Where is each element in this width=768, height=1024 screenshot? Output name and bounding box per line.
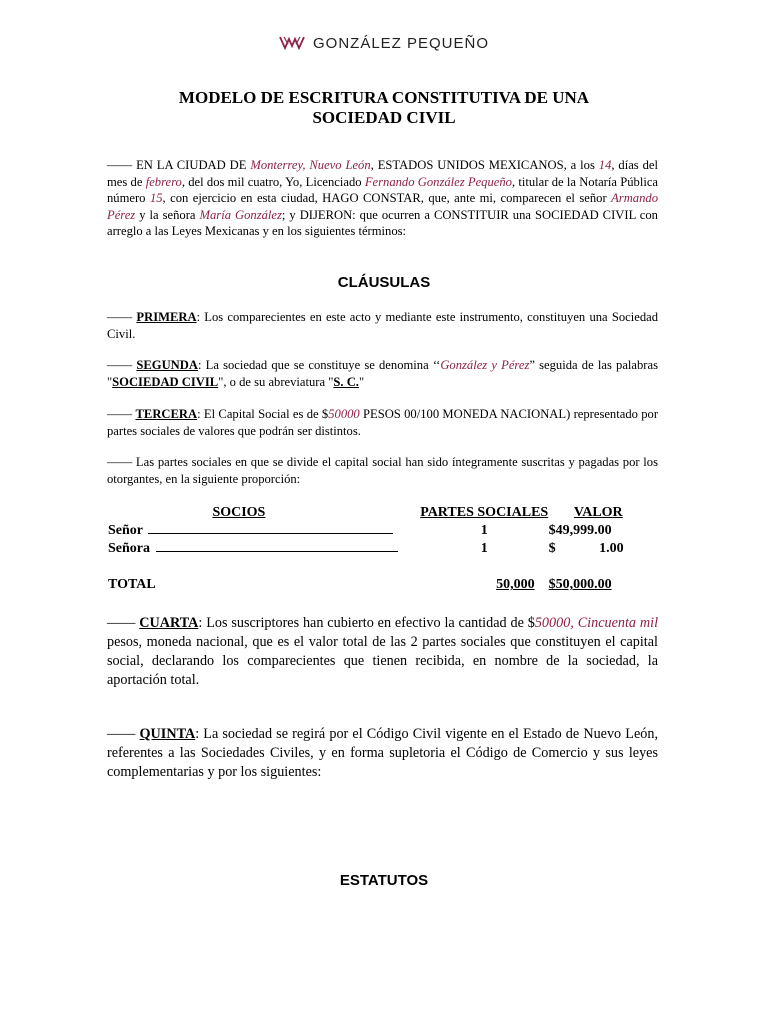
day-field: 14 bbox=[598, 158, 612, 172]
clause-segunda: —— SEGUNDA: La sociedad que se constituye se denomina ‘‘González y Pérez” seguida de las palabras "SOCIEDAD CIVIL", o de su abreviatura "S. C." bbox=[107, 358, 658, 389]
clause-quinta: —— QUINTA: La sociedad se regirá por el Código Civil vigente en el Estado de Nuevo León, referentes a las Sociedades Civiles, y en forma supletoria el Código de Comercio y sus leyes complementarias y por los siguientes: bbox=[107, 726, 658, 780]
table-header-row: SOCIOS PARTES SOCIALES VALOR bbox=[212, 505, 623, 520]
city-field: Monterrey, Nuevo León bbox=[250, 158, 371, 172]
partner2-field: María González bbox=[199, 207, 282, 222]
clause-cuarta: —— CUARTA: Los suscriptores han cubierto en efectivo la cantidad de $50000, Cincuenta mil pesos, moneda nacional, que es el valor total de las 2 partes sociales que constituyen el capital social, declarando los comparecientes que tienen recibida, en nombre de la sociedad, la aportación total. bbox=[107, 615, 659, 688]
document-title: MODELO DE ESCRITURA CONSTITUTIVA DE UNA SOCIEDAD CIVIL bbox=[178, 88, 590, 127]
intro-paragraph: —— EN LA CIUDAD DE Monterrey, Nuevo León, ESTADOS UNIDOS MEXICANOS, a los 14, días del mes de febrero, del dos mil cuatro, Yo, Licenciado Fernando González Pequeño, titular de la Notaría Pública número 15, con ejercicio en esta ciudad, HAGO CONSTAR, que, ante mi, comparecen el señor Armando Pérez y la señora María González; y DIJERON: que ocurren a CONSTITUIR una SOCIEDAD CIVIL con arreglo a las Leyes Mexicanas y en los siguientes términos: bbox=[107, 158, 658, 239]
clause-tercera: —— TERCERA: El Capital Social es de $50000 PESOS 00/100 MONEDA NACIONAL) representado por partes sociales de valores que podrán ser distintos. bbox=[107, 407, 659, 438]
partes-intro: —— Las partes sociales en que se divide el capital social han sido íntegramente suscritas y pagadas por los otorgantes, en la siguiente proporción: bbox=[107, 455, 658, 486]
table-row: Señor 1 $49,999.00 bbox=[108, 523, 612, 538]
clausulas-heading: CLÁUSULAS bbox=[337, 274, 431, 291]
brand-name: GONZÁLEZ PEQUEÑO bbox=[312, 34, 490, 52]
capital-amount-field: 50000 bbox=[328, 407, 360, 421]
partner1-field: Armando Pérez bbox=[107, 191, 658, 222]
notary-number-field: 15 bbox=[149, 191, 163, 206]
payment-amount-field: 50000, Cincuenta mil bbox=[534, 615, 659, 631]
table-total-row: TOTAL 50,000 $50,000.00 bbox=[108, 577, 612, 592]
gp-monogram-icon bbox=[279, 34, 305, 52]
estatutos-heading: ESTATUTOS bbox=[339, 872, 429, 889]
letterhead bbox=[0, 34, 768, 52]
month-field: febrero bbox=[145, 174, 182, 189]
shares-table bbox=[108, 504, 648, 594]
company-name-field: González y Pérez bbox=[440, 358, 530, 372]
clause-primera: —— PRIMERA: Los comparecientes en este acto y mediante este instrumento, constituyen una Sociedad Civil. bbox=[107, 310, 658, 341]
table-row: Señora 1 $ 1.00 bbox=[108, 541, 624, 556]
notary-name-field: Fernando González Pequeño bbox=[364, 174, 512, 189]
